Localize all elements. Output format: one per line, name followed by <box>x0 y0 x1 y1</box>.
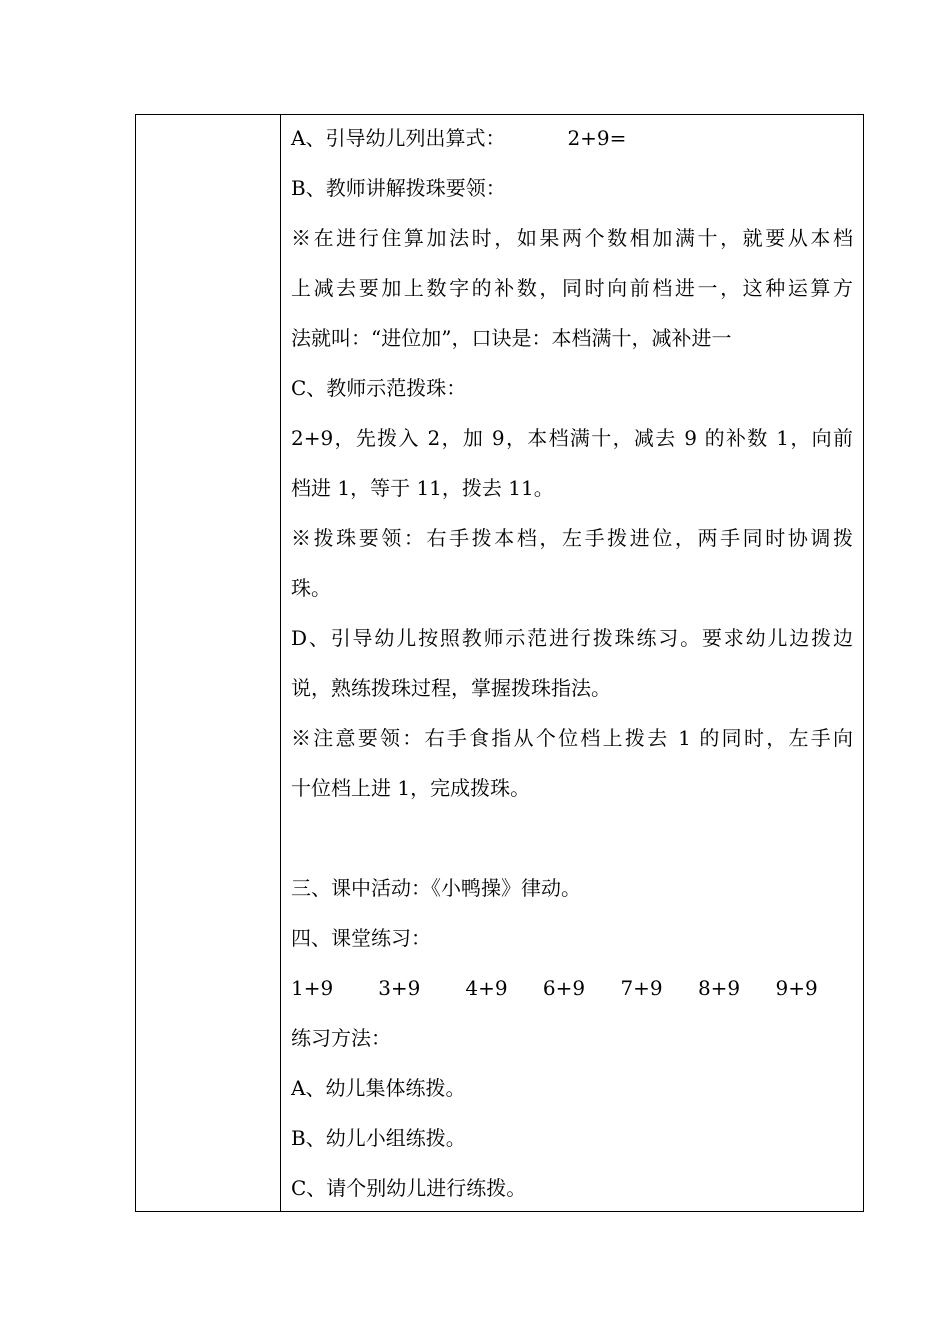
step-c-line: C、教师示范拨珠： <box>291 376 467 400</box>
step-a-formula: 2+9= <box>567 126 627 150</box>
step-b-line: B、教师讲解拨珠要领： <box>291 176 506 200</box>
tip2-line-1: ※注意要领：右手食指从个位档上拨去 1 的同时，左手向 <box>291 726 853 750</box>
lesson-table <box>135 114 864 1212</box>
method-a: A、幼儿集体练拨。 <box>291 1076 466 1100</box>
step-a-label: A、引导幼儿列出算式： <box>291 126 506 150</box>
exercise-item: 4+9 <box>465 976 508 1000</box>
step-d-line-1: D、引导幼儿按照教师示范进行拨珠练习。要求幼儿边拨边 <box>291 626 853 650</box>
method-b: B、幼儿小组练拨。 <box>291 1126 466 1150</box>
exercise-item: 6+9 <box>542 976 586 1000</box>
exercise-list <box>291 973 853 1003</box>
step-d-line-2: 说，熟练拨珠过程，掌握拨珠指法。 <box>291 676 611 700</box>
section-4-heading: 四、课堂练习： <box>291 926 431 950</box>
demo-line-2: 档进 1，等于 11，拨去 11。 <box>291 476 554 500</box>
step-a-line <box>291 123 853 153</box>
exercise-item: 3+9 <box>378 976 421 1000</box>
rule-line-2: 上减去要加上数字的补数，同时向前档进一，这种运算方 <box>291 276 853 300</box>
table-left-cell <box>136 115 281 1211</box>
exercise-item: 8+9 <box>697 976 741 1000</box>
method-title: 练习方法： <box>291 1026 391 1050</box>
tip1-line-2: 珠。 <box>291 576 331 600</box>
section-3-heading: 三、课中活动：《小鸭操》律动。 <box>291 876 581 900</box>
rule-line-1: ※在进行住算加法时，如果两个数相加满十，就要从本档 <box>291 226 853 250</box>
demo-line-1: 2+9，先拨入 2，加 9，本档满十，减去 9 的补数 1，向前 <box>291 426 853 450</box>
exercise-item: 9+9 <box>775 976 818 1000</box>
tip1-line-1: ※拨珠要领：右手拨本档，左手拨进位，两手同时协调拨 <box>291 526 853 550</box>
exercise-item: 1+9 <box>291 976 334 1000</box>
rule-line-3: 法就叫：“进位加”，口诀是：本档满十，减补进一 <box>291 326 732 350</box>
tip2-line-2: 十位档上进 1，完成拨珠。 <box>291 776 531 800</box>
method-c: C、请个别幼儿进行练拨。 <box>291 1176 527 1200</box>
exercise-item: 7+9 <box>620 976 663 1000</box>
table-right-cell <box>281 115 863 1211</box>
